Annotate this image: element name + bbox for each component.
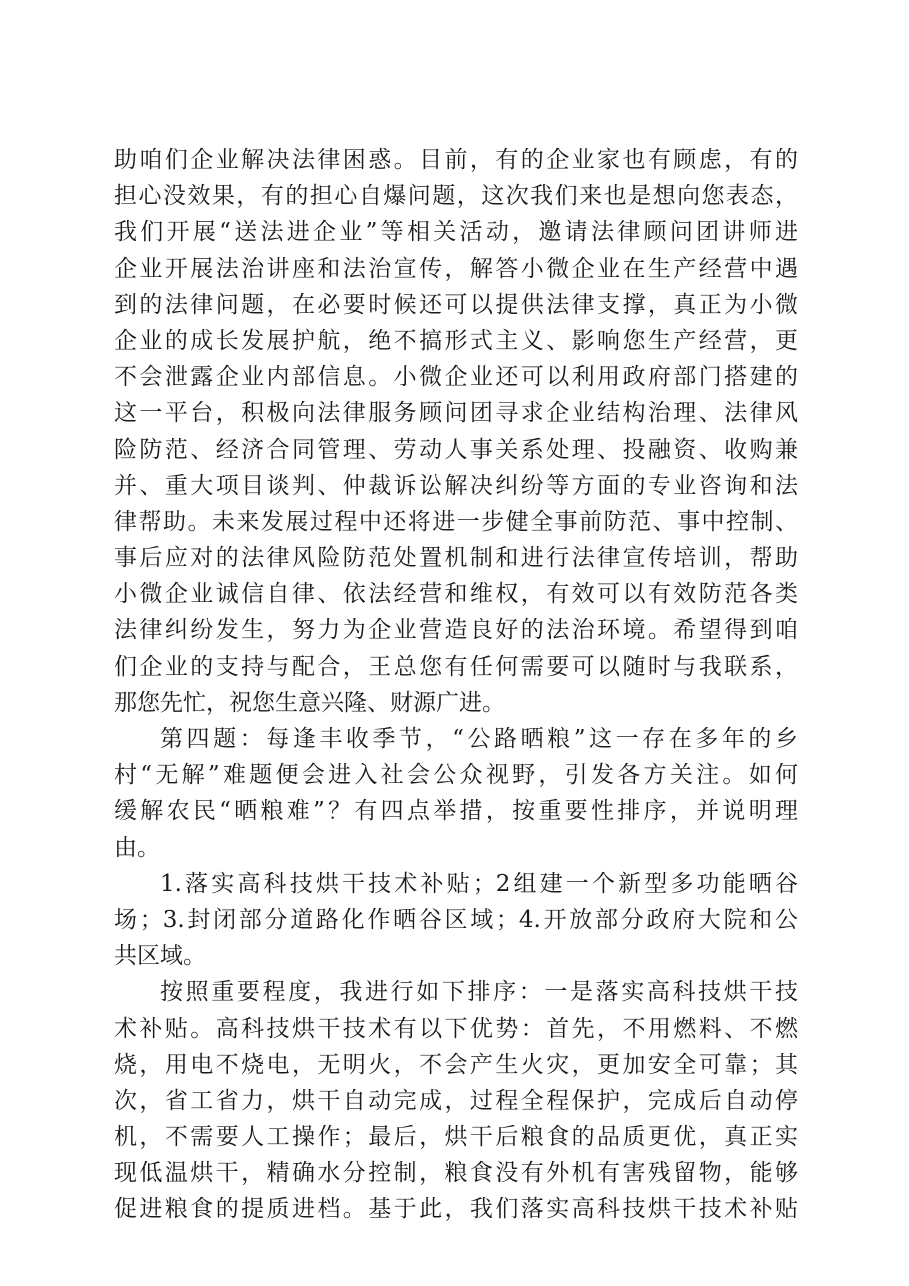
- text-line: 由。: [114, 834, 160, 861]
- text-line: 不会泄露企业内部信息。小微企业还可以利用政府部门搭建的: [114, 364, 798, 391]
- text-line: 法律纠纷发生，努力为企业营造良好的法治环境。希望得到咱: [114, 617, 798, 644]
- text-line: 担心没效果，有的担心自爆问题，这次我们来也是想向您表态，: [114, 183, 798, 210]
- text-line: 险防范、经济合同管理、劳动人事关系处理、投融资、收购兼: [114, 436, 798, 463]
- text-line: 现低温烘干，精确水分控制，粮食没有外机有害残留物，能够: [114, 1160, 798, 1187]
- text-line: 我们开展“送法进企业”等相关活动，邀请法律顾问团讲师进: [114, 219, 798, 246]
- text-line: 促进粮食的提质进档。基于此，我们落实高科技烘干技术补贴: [114, 1196, 798, 1223]
- text-line: 企业开展法治讲座和法治宣传，解答小微企业在生产经营中遇: [114, 255, 798, 282]
- document-body: [114, 142, 798, 1228]
- text-line: 并、重大项目谈判、仲裁诉讼解决纠纷等方面的专业咨询和法: [114, 472, 798, 499]
- text-line: 村“无解”难题便会进入社会公众视野，引发各方关注。如何: [114, 762, 798, 789]
- measures-list: 1.落实高科技烘干技术补贴；2组建一个新型多功能晒谷: [160, 870, 798, 897]
- text-line: 助咱们企业解决法律困惑。目前，有的企业家也有顾虑，有的: [114, 147, 798, 173]
- text-line: 那您先忙，祝您生意兴隆、财源广进。: [114, 689, 505, 716]
- text-line: 场；3.封闭部分道路化作晒谷区域；4.开放部分政府大院和公: [114, 906, 798, 933]
- text-line: 律帮助。未来发展过程中还将进一步健全事前防范、事中控制、: [114, 508, 798, 535]
- text-line: 企业的成长发展护航，绝不搞形式主义、影响您生产经营，更: [114, 327, 798, 354]
- text-line: 这一平台，积极向法律服务顾问团寻求企业结构治理、法律风: [114, 400, 798, 427]
- answer-paragraph: 按照重要程度，我进行如下排序：一是落实高科技烘干技: [160, 979, 798, 1006]
- text-line: 术补贴。高科技烘干技术有以下优势：首先，不用燃料、不燃: [114, 1015, 798, 1042]
- text-line: 机，不需要人工操作；最后，烘干后粮食的品质更优，真正实: [114, 1124, 798, 1151]
- text-line: 次，省工省力，烘干自动完成，过程全程保护，完成后自动停: [114, 1087, 798, 1114]
- text-line: 小微企业诚信自律、依法经营和维权，有效可以有效防范各类: [114, 581, 798, 608]
- text-line: 们企业的支持与配合，王总您有任何需要可以随时与我联系，: [114, 653, 798, 680]
- text-line: 共区域。: [114, 943, 206, 970]
- text-line: 烧，用电不烧电，无明火，不会产生火灾，更加安全可靠；其: [114, 1051, 798, 1078]
- text-line: 事后应对的法律风险防范处置机制和进行法律宣传培训，帮助: [114, 545, 798, 572]
- question-heading: 第四题：每逢丰收季节，“公路晒粮”这一存在多年的乡: [160, 726, 798, 752]
- text-line: 到的法律问题，在必要时候还可以提供法律支撑，真正为小微: [114, 291, 798, 318]
- text-line: 缓解农民“晒粮难”？有四点举措，按重要性排序，并说明理: [114, 798, 798, 825]
